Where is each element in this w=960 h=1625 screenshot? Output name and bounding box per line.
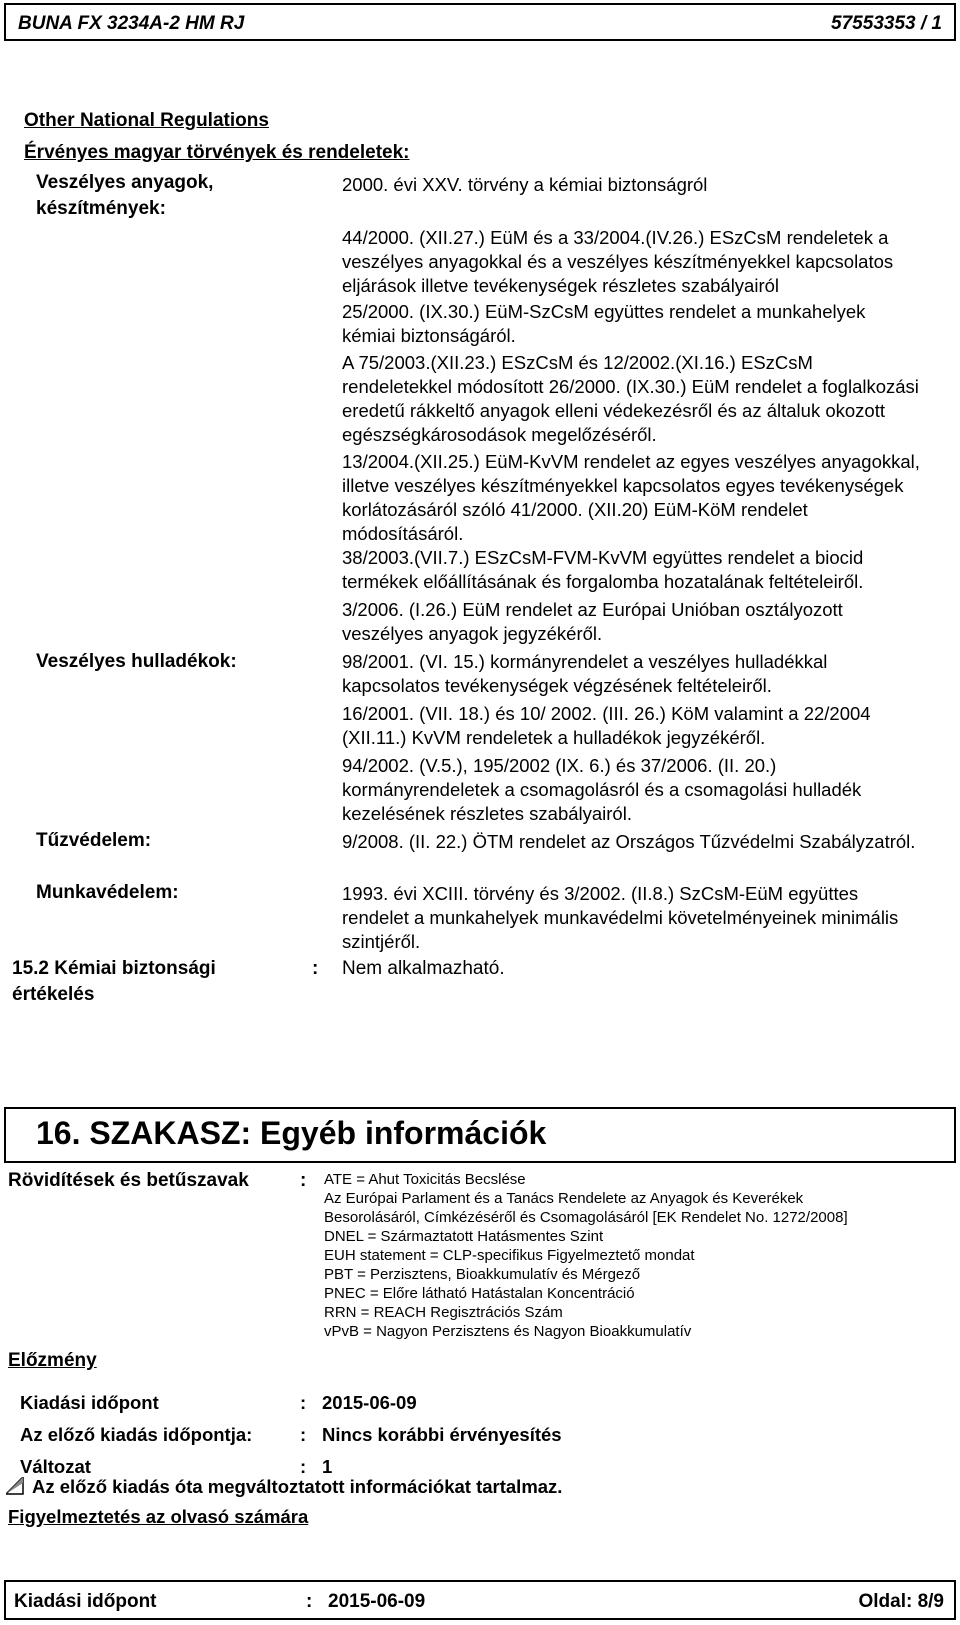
version-label: Változat [20,1456,91,1477]
version-value: 1 [322,1456,333,1477]
issue-date-value: 2015-06-09 [322,1392,417,1413]
regulation-item: 13/2004.(XII.25.) EüM-KvVM rendelet az egyes veszélyes anyagokkal, illetve veszélyes készítményekkel kapcsolatos egyes tevékenységek korlátozásáról szóló 41/2000. (XII.20) EüM-KöM rendelet módosításáról. [342,451,920,544]
hazardous-substances-label: Veszélyes anyagok, készítmények: [36,172,214,219]
waste-regulation-item: 16/2001. (VII. 18.) és 10/ 2002. (III. 26.) KöM valamint a 22/2004 (XII.11.) KvVM rendeletek a hulladékok jegyzékéről. [342,703,871,748]
regulation-item: 3/2006. (I.26.) EüM rendelet az Európai Unióban osztályozott veszélyes anyagok jegyzékéről. [342,599,843,644]
product-name: BUNA FX 3234A-2 HM RJ [18,13,245,34]
fire-protection-label: Tűzvédelem: [36,830,152,851]
hazardous-waste-label: Veszélyes hulladékok: [36,651,237,672]
chem-colon: : [312,958,319,979]
work-safety-label: Munkavédelem: [36,882,179,903]
abbreviation-item: RRN = REACH Regisztrációs Szám [324,1304,563,1321]
version-colon: : [300,1456,307,1477]
hungarian-regulations-heading: Érvényes magyar törvények és rendeletek: [24,142,410,163]
waste-regulation-item: 94/2002. (V.5.), 195/2002 (IX. 6.) és 37/2006. (II. 20.) kormányrendeletek a csomagolásról és a csomagolási hulladék kezelésének részletes szabályairól. [342,755,862,824]
history-heading: Előzmény [8,1350,97,1371]
footer-colon: : [306,1591,313,1612]
previous-issue-value: Nincs korábbi érvényesítés [322,1424,562,1445]
document-id: 57553353 / 1 [831,13,942,34]
chemical-safety-assessment-label: 15.2 Kémiai biztonsági értékelés [12,958,216,1005]
chemical-safety-assessment-value: Nem alkalmazható. [342,958,505,979]
regulation-item: 44/2000. (XII.27.) EüM és a 33/2004.(IV.26.) ESzCsM rendeletek a veszélyes anyagokkal és a veszélyes készítményekkel kapcsolatos eljárások illetve tevékenységek részletes szabályairól [342,227,894,296]
changes-note: Az előző kiadás óta megváltoztatott információkat tartalmaz. [32,1476,563,1497]
footer-issue-label: Kiadási időpont [14,1591,157,1612]
page-number: Oldal: 8/9 [858,1591,944,1612]
abbreviation-item: vPvB = Nagyon Perzisztens és Nagyon Bioakkumulatív [324,1323,692,1340]
waste-regulation-item: 98/2001. (VI. 15.) kormányrendelet a veszélyes hulladékkal kapcsolatos tevékenységek végzésének feltételeiről. [342,651,828,696]
abbreviation-item: PBT = Perzisztens, Bioakkumulatív és Mérgező [324,1266,641,1283]
abbreviations-colon: : [300,1170,307,1191]
section-16-title: 16. SZAKASZ: Egyéb információk [36,1115,547,1151]
issue-date-label: Kiadási időpont [20,1392,159,1413]
abbreviation-item: Besorolásáról, Címkézéséről és Csomagolásáról [EK Rendelet No. 1272/2008] [324,1209,848,1226]
abbreviation-item: ATE = Ahut Toxicitás Becslése [324,1171,526,1188]
abbreviation-item: PNEC = Előre látható Hatástalan Koncentráció [324,1285,635,1302]
footer-issue-value: 2015-06-09 [328,1591,426,1612]
section-16-heading [4,1107,956,1163]
issue-date-colon: : [300,1392,307,1413]
revision-marker-icon [6,1477,24,1495]
document-footer [4,1580,956,1620]
previous-issue-label: Az előző kiadás időpontja: [20,1424,253,1445]
abbreviation-item: DNEL = Származtatott Hatásmentes Szint [324,1228,604,1245]
regulation-item: 2000. évi XXV. törvény a kémiai biztonságról [342,174,708,195]
abbreviation-item: EUH statement = CLP-specifikus Figyelmeztető mondat [324,1247,695,1264]
reader-notice-heading: Figyelmeztetés az olvasó számára [8,1506,309,1527]
previous-issue-colon: : [300,1424,307,1445]
regulation-item: 38/2003.(VII.7.) ESzCsM-FVM-KvVM együttes rendelet a biocid termékek előállításának és forgalomba hozatalának feltételeiről. [342,547,864,592]
regulation-item: 25/2000. (IX.30.) EüM-SzCsM együttes rendelet a munkahelyek kémiai biztonságáról. [342,301,866,346]
regulation-item: A 75/2003.(XII.23.) ESzCsM és 12/2002.(XI.16.) ESzCsM rendeletekkel módosított 26/2000. (IX.30.) EüM rendelet a foglalkozási eredetű rákkeltő anyagok elleni védekezésről és az általuk okozott egészségkárosodások megelőzéséről. [342,352,919,445]
abbreviations-label: Rövidítések és betűszavak [8,1170,249,1191]
abbreviation-item: Az Európai Parlament és a Tanács Rendelete az Anyagok és Keverékek [324,1190,804,1207]
work-safety-item: 1993. évi XCIII. törvény és 3/2002. (II.8.) SzCsM-EüM együttes rendelet a munkahelyek munkavédelmi követelményeinek minimális szintjéről. [342,883,899,952]
document-header [4,3,956,41]
abbreviations-list [324,1170,924,1341]
other-regulations-heading: Other National Regulations [24,110,269,131]
fire-protection-item: 9/2008. (II. 22.) ÖTM rendelet az Országos Tűzvédelmi Szabályzatról. [342,831,916,852]
